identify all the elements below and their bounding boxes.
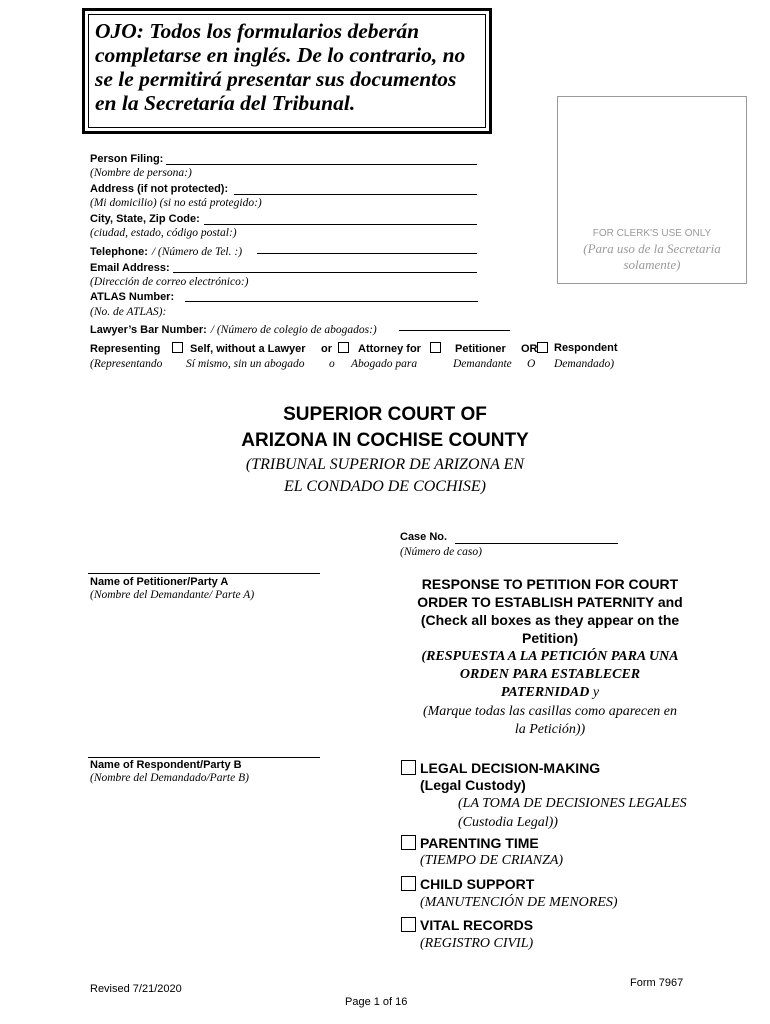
parenting-time-label: PARENTING TIME [420,835,539,851]
court-name-es-line2: EL CONDADO DE COCHISE) [284,478,486,495]
court-name-line1: SUPERIOR COURT OF [283,404,487,425]
form-title-line: (Check all boxes as they appear on the [420,612,680,628]
form-title-instruction-line: la Petición)) [514,722,586,737]
child-support-checkbox[interactable] [401,876,416,891]
form-title-line: ORDER TO ESTABLISH PATERNITY and [417,594,683,610]
child-support-label: CHILD SUPPORT [420,876,535,892]
atlas-label: ATLAS Number: [90,291,175,303]
bar-number-label-es: / (Número de colegio de abogados:) [210,324,377,336]
form-title-en [390,575,710,647]
petitioner-label-es: Demandante [453,358,512,370]
legal-decision-making-label-es: (LA TOMA DE DECISIONES LEGALES [458,796,687,811]
atlas-label-es: (No. de ATLAS): [90,306,167,318]
form-title-es [390,648,710,702]
respondent-label: Respondent [554,342,618,354]
form-title-instruction-es [390,703,710,739]
bar-number-row [90,320,377,338]
notice-box [82,8,492,134]
clerk-use-label-es [558,241,746,273]
city-field[interactable] [204,224,477,225]
telephone-row [90,242,242,260]
email-field[interactable] [173,272,477,273]
or-label: or [321,343,332,355]
revised-date: Revised 7/21/2020 [90,983,182,995]
legal-custody-label: (Legal Custody) [420,777,526,793]
notice-line: OJO: Todos los formularios deberán [95,19,420,43]
attorney-checkbox[interactable] [338,342,349,353]
form-title-line: Petition) [522,630,578,646]
email-label: Email Address: [90,262,170,274]
notice-line: se le permitirá presentar sus documentos [95,67,457,91]
notice-line: completarse en inglés. De lo contrario, no [95,43,466,67]
vital-records-label: VITAL RECORDS [420,917,534,933]
self-label-es: Sí mismo, sin un abogado [186,358,305,370]
legal-decision-making-checkbox[interactable] [401,760,416,775]
form-number: Form 7967 [630,977,684,989]
self-checkbox[interactable] [172,342,183,353]
person-filing-field[interactable] [166,164,477,165]
legal-decision-making-label: LEGAL DECISION-MAKING [420,760,601,776]
case-number-label: Case No. [400,531,448,543]
form-title-es-line: PATERNIDAD [500,685,590,700]
city-label-es: (ciudad, estado, código postal:) [90,227,237,239]
bar-number-label: Lawyer’s Bar Number: [90,324,207,336]
respondent-name-label: Name of Respondent/Party B [90,759,242,771]
petitioner-name-label-es: (Nombre del Demandante/ Parte A) [90,589,255,601]
petitioner-name-label: Name of Petitioner/Party A [90,576,229,588]
email-label-es: (Dirección de correo electrónico:) [90,276,249,288]
child-support-label-es: (MANUTENCIÓN DE MENORES) [420,895,618,910]
telephone-label-es: / (Número de Tel. :) [151,246,243,258]
form-title-instruction-line: (Marque todas las casillas como aparecen en [422,704,678,719]
address-label: Address (if not protected): [90,183,229,195]
bar-number-field[interactable] [399,330,510,331]
address-field[interactable] [234,194,477,195]
telephone-field[interactable] [257,253,477,254]
clerk-use-box [557,96,747,284]
clerk-use-label: FOR CLERK'S USE ONLY [592,228,712,239]
page-number: Page 1 of 16 [345,996,408,1008]
parenting-time-label-es: (TIEMPO DE CRIANZA) [420,853,564,868]
petitioner-checkbox[interactable] [430,342,441,353]
person-filing-label: Person Filing: [90,153,164,165]
attorney-label-es: Abogado para [351,358,418,370]
attorney-label: Attorney for [358,343,421,355]
respondent-name-field[interactable] [88,757,320,758]
court-name-es-line1: (TRIBUNAL SUPERIOR DE ARIZONA EN [245,456,525,473]
vital-records-checkbox[interactable] [401,917,416,932]
form-title-es-line: ORDEN PARA ESTABLECER [459,667,641,682]
city-label: City, State, Zip Code: [90,213,200,225]
form-title-es-y: y [589,685,600,700]
telephone-label: Telephone: [90,246,148,258]
case-number-field[interactable] [455,543,618,544]
representing-label-es: (Representando [90,358,163,370]
or-label-2: OR [521,343,538,355]
atlas-field[interactable] [185,301,478,302]
or-label-es-2: O [527,358,536,370]
case-number-label-es: (Número de caso) [400,546,482,558]
address-label-es: (Mi domicilio) (si no está protegido:) [90,197,262,209]
respondent-checkbox[interactable] [537,342,548,353]
or-label-es: o [329,358,335,370]
self-label: Self, without a Lawyer [190,343,306,355]
notice-inner-border [88,14,486,128]
court-name-line2: ARIZONA IN COCHISE COUNTY [241,430,529,451]
petitioner-name-field[interactable] [88,573,320,574]
notice-line: en la Secretaría del Tribunal. [95,91,356,115]
notice-text [95,19,479,115]
petitioner-label: Petitioner [455,343,506,355]
legal-custody-label-es: (Custodia Legal)) [458,815,558,830]
form-title-line: RESPONSE TO PETITION FOR COURT [421,576,679,592]
parenting-time-checkbox[interactable] [401,835,416,850]
person-filing-label-es: (Nombre de persona:) [90,167,192,179]
clerk-use-es-line1: (Para uso de la Secretaria [583,241,721,256]
vital-records-label-es: (REGISTRO CIVIL) [420,936,534,951]
representing-label: Representing [90,343,161,355]
respondent-label-es: Demandado) [554,358,615,370]
form-title-es-line: (RESPUESTA A LA PETICIÓN PARA UNA [421,649,679,664]
respondent-name-label-es: (Nombre del Demandado/Parte B) [90,772,249,784]
clerk-use-es-line2: solamente) [623,257,681,272]
